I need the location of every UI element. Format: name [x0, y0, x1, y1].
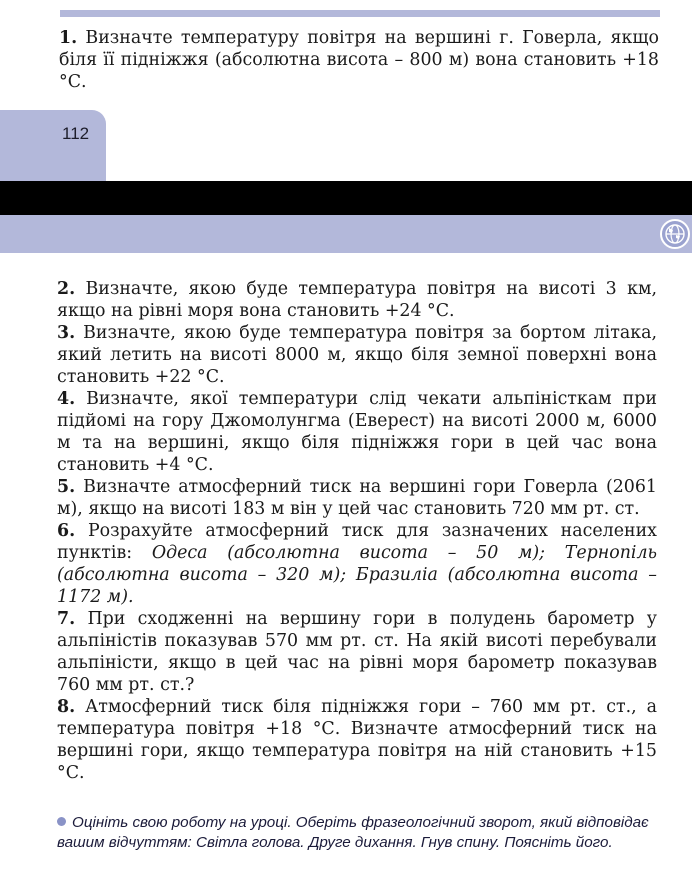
section-header-band	[0, 215, 692, 253]
task-1	[59, 27, 659, 93]
task-number: 2.	[57, 279, 76, 299]
reflection-note	[57, 813, 660, 853]
task-6	[57, 520, 657, 608]
task-number: 4.	[57, 389, 76, 409]
task-text: Визначте, якою буде температура повітря за бортом літака, який летить на висоті 8000 м, якщо біля земної поверхні вона становить +22 °С.	[57, 323, 657, 387]
task-number: 5.	[57, 477, 76, 497]
globe-icon	[660, 219, 690, 249]
task-number: 6.	[57, 521, 76, 541]
top-divider	[60, 10, 660, 17]
task-text: Визначте температуру повітря на вершині г. Говерла, якщо біля її підніжжя (абсолютна висота – 800 м) вона становить +18 °С.	[59, 28, 659, 92]
task-5	[57, 476, 657, 520]
task-number: 7.	[57, 609, 76, 629]
task-text: Визначте, якою буде температура повітря на висоті 3 км, якщо на рівні моря вона становить +24 °С.	[57, 279, 657, 321]
task-3	[57, 322, 657, 388]
task-8	[57, 696, 657, 784]
task-text: При сходженні на вершину гори в полудень барометр у альпіністів показував 570 мм рт. ст. На якій висоті перебували альпіністи, якщо в цей час на рівні моря барометр показував 760 мм рт. ст.?	[57, 609, 658, 695]
task-text: Визначте, якої температури слід чекати альпіністкам при підйомі на гору Джомолунгма (Еверест) на висоті 2000 м, 6000 м та на вершині, якщо біля підніжжя гори в цей час вона становить +4 °С.	[57, 389, 657, 475]
task-text-italic: Одеса (абсолютна висота – 50 м); Тернопіль (абсолютна висота – 320 м); Бразиліа (абсолютна висота – 1172 м).	[57, 543, 657, 607]
task-text: Атмосферний тиск біля підніжжя гори – 760 мм рт. ст., а температура повітря +18 °С. Визначте атмосферний тиск на вершині гори, якщо температура повітря на ній становить +15 °С.	[57, 697, 657, 783]
task-4	[57, 388, 657, 476]
task-text: Визначте атмосферний тиск на вершині гори Говерла (2061 м), якщо на висоті 183 м він у цей час становить 720 мм рт. ст.	[57, 477, 657, 519]
note-text: Оцініть свою роботу на уроці. Оберіть фразеологічний зворот, який відповідає вашим відчуттям: Світла голова. Друге дихання. Гнув спину. Поясніть його.	[57, 814, 649, 851]
page-tab	[0, 110, 106, 190]
task-number: 3.	[57, 323, 76, 343]
task-7	[57, 608, 657, 696]
page-number: 112	[62, 124, 90, 143]
tasks-list	[57, 278, 657, 784]
task-number: 1.	[59, 28, 78, 48]
black-bar	[0, 181, 692, 215]
bullet-dot-icon	[57, 817, 66, 826]
task-text: Розрахуйте атмосферний тиск для зазначених населених пунктів:	[57, 521, 657, 563]
task-2	[57, 278, 657, 322]
task-number: 8.	[57, 697, 76, 717]
